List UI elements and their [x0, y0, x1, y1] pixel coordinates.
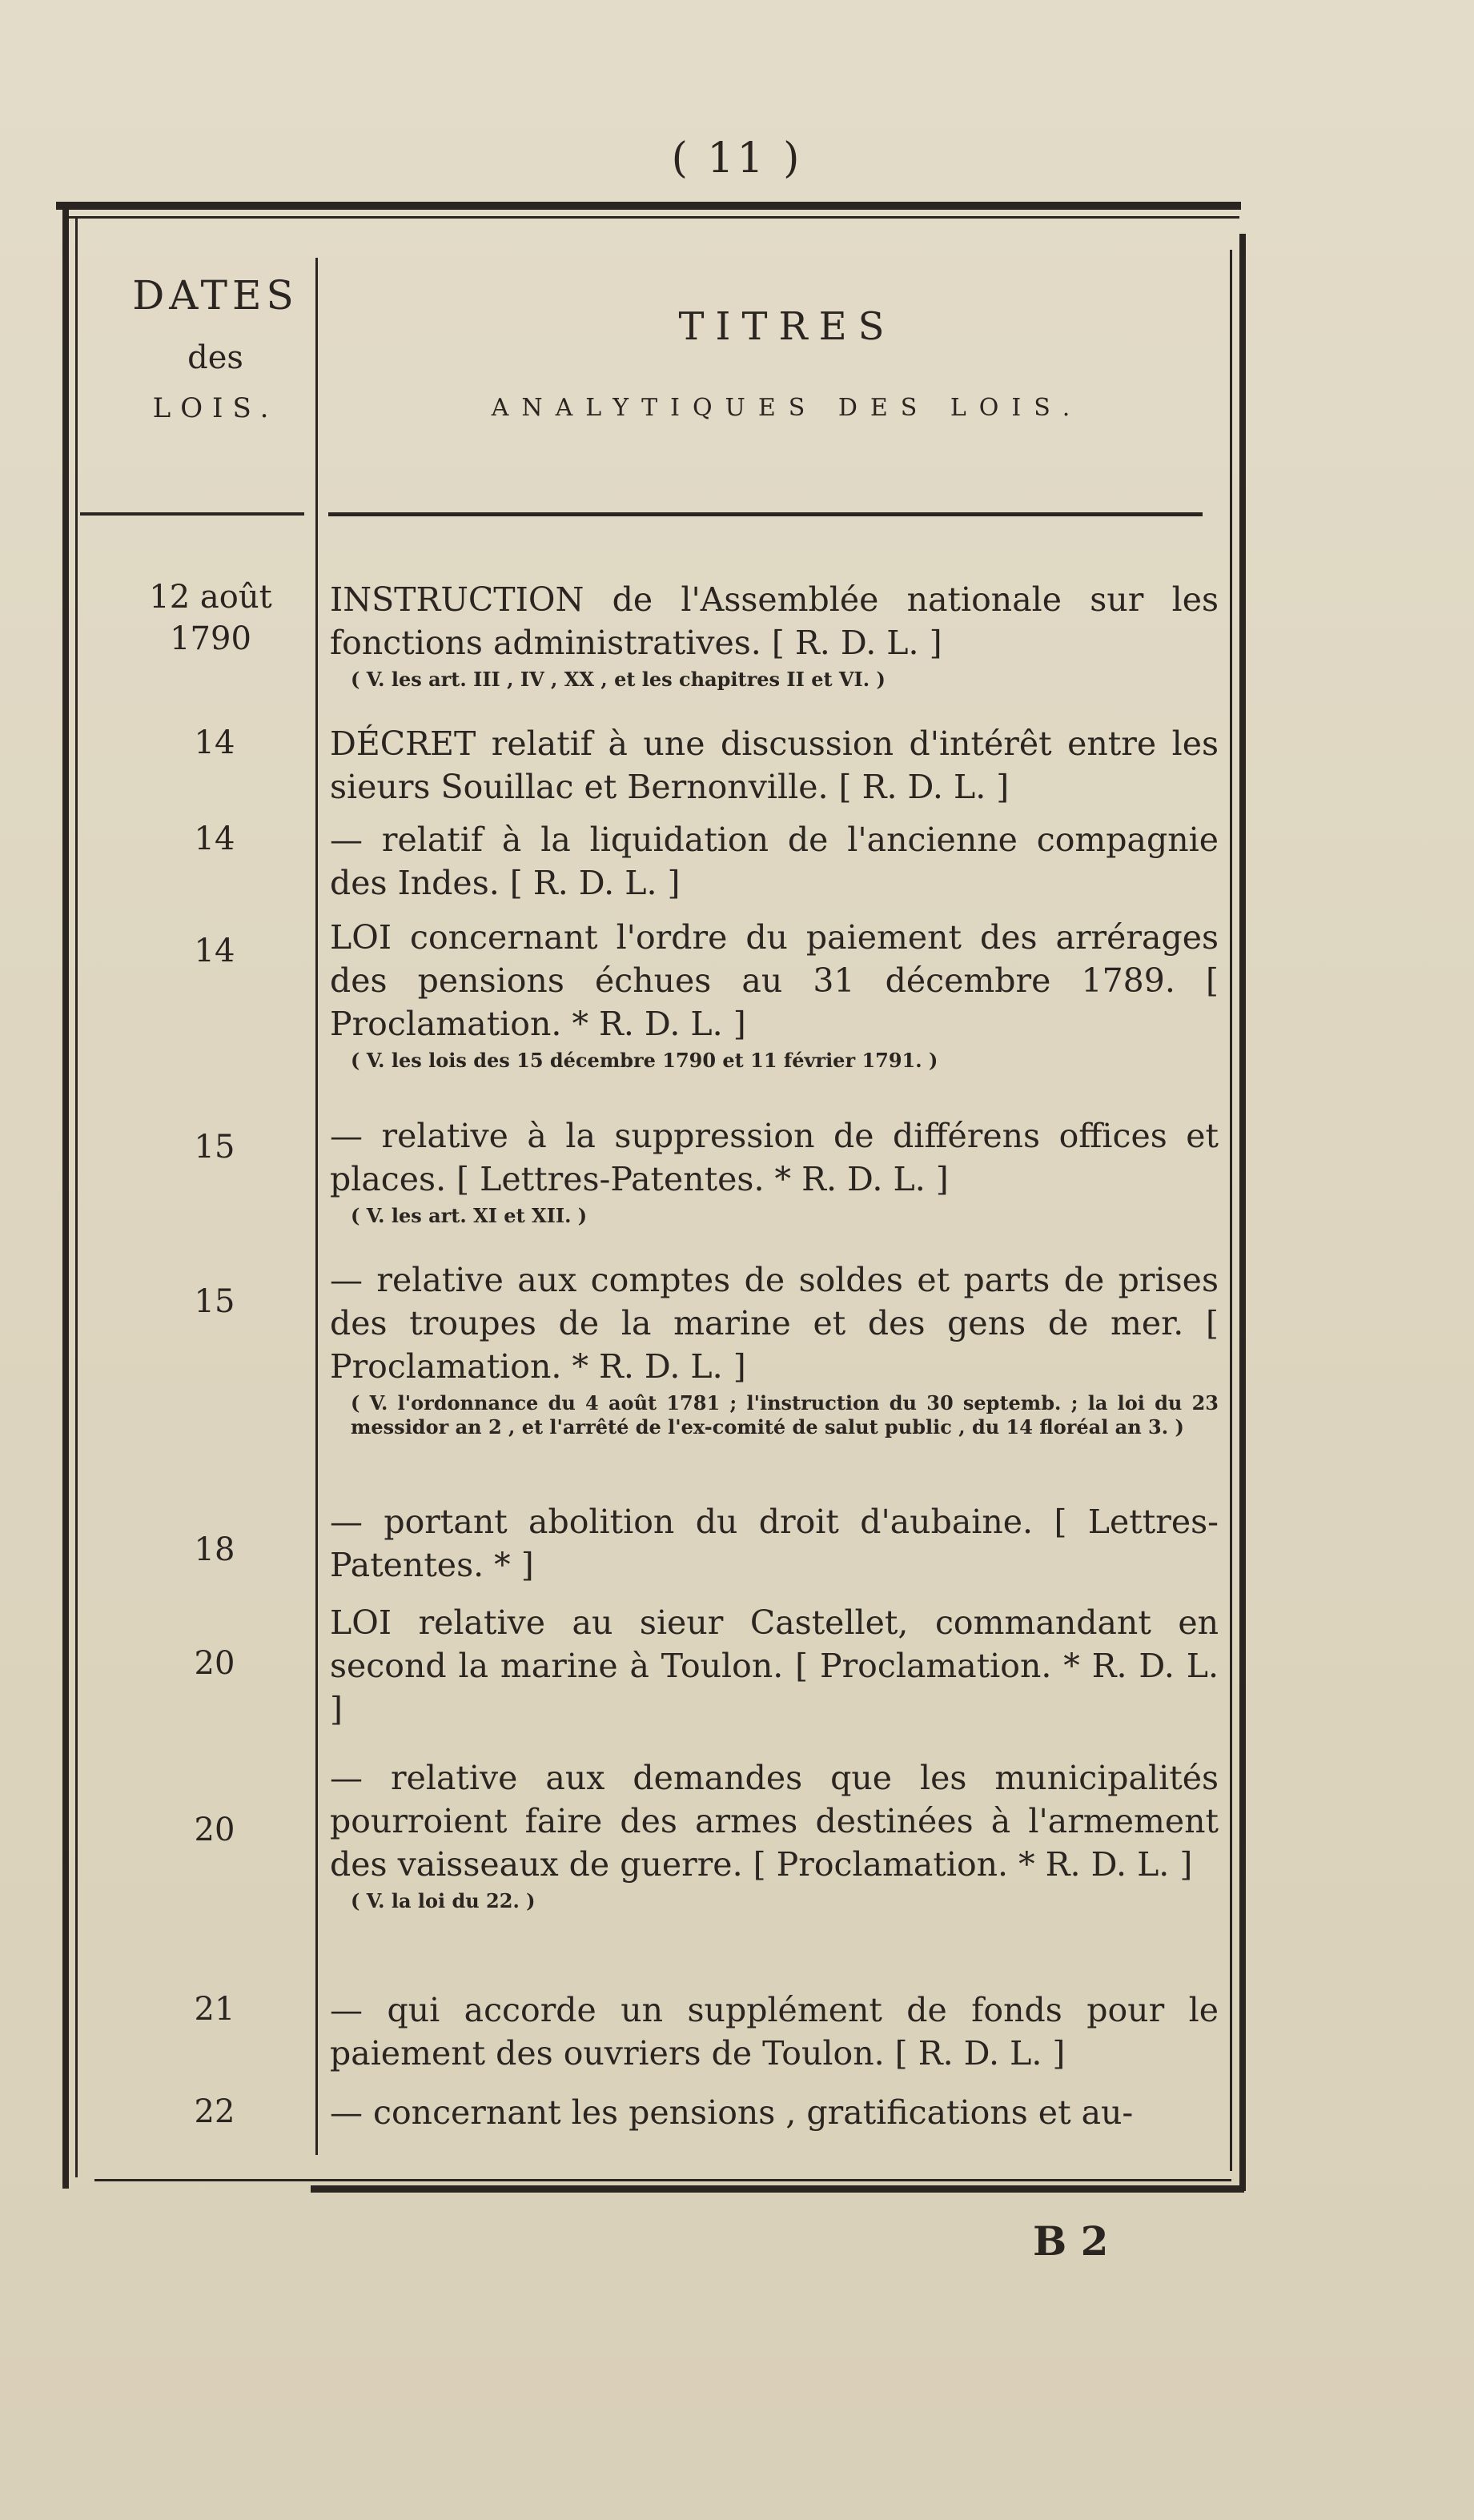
right-rule-thin: [1230, 250, 1232, 2171]
entry-note: ( V. l'ordonnance du 4 août 1781 ; l'instruction du 30 septemb. ; la loi du 23 messidor an 2 , et l'arrêté de l'ex-comité de salut public , du 14 floréal an 3. ): [351, 1391, 1219, 1439]
entry-text: INSTRUCTION de l'Assemblée nationale sur les fonctions administratives. [ R. D. L. ]: [330, 580, 1219, 662]
entry-text: — relatif à la liquidation de l'ancienne compagnie des Indes. [ R. D. L. ]: [330, 821, 1219, 902]
entry-title: [330, 2091, 1219, 2134]
entry-note: ( V. les art. III , IV , XX , et les chapitres II et VI. ): [351, 668, 886, 691]
entry-title: [330, 722, 1219, 809]
titres-column-header: [367, 304, 1207, 422]
page-number: ( 11 ): [671, 134, 803, 183]
entry-note: ( V. les art. XI et XII. ): [351, 1204, 588, 1227]
entry-title: [330, 818, 1219, 905]
entry-text: — relative aux demandes que les municipalités pourroient faire des armes destinées à l'armement des vaisseaux de guerre. [ Proclamation. * R. D. L. ]: [330, 1759, 1219, 1884]
entry-title: [330, 1601, 1219, 1731]
right-rule-thick: [1239, 234, 1246, 2191]
top-rule-thick: [56, 202, 1241, 210]
left-rule-thick: [62, 202, 69, 2189]
signature-mark: B 2: [1033, 2217, 1109, 2265]
entry-text: — portant abolition du droit d'aubaine. [ Lettres-Patentes. * ]: [330, 1503, 1219, 1584]
entry-note: ( V. les lois des 15 décembre 1790 et 11 février 1791. ): [351, 1049, 938, 1072]
entry-title: [330, 916, 1219, 1073]
entry-date: 15: [194, 1129, 235, 1166]
entry-date: 14: [194, 933, 235, 969]
entry-text: LOI relative au sieur Castellet, commandant en second la marine à Toulon. [ Proclamation. * R. D. L. ]: [330, 1603, 1219, 1728]
entry-title: [330, 1500, 1219, 1587]
entry-text: LOI concernant l'ordre du paiement des arrérages des pensions échues au 31 décembre 1789. [ Proclamation. * R. D. L. ]: [330, 918, 1219, 1043]
entry-title: [330, 1988, 1219, 2075]
dates-column-header: [107, 272, 323, 424]
titres-subtitle: ANALYTIQUES DES LOIS.: [491, 394, 1083, 422]
column-divider: [315, 258, 318, 2155]
dates-title: DATES: [132, 272, 299, 319]
entry-text: — concernant les pensions , gratifications et au-: [330, 2093, 1134, 2132]
entry-date: 20: [194, 1812, 235, 1848]
left-rule-thin: [75, 216, 78, 2177]
bottom-rule-thin: [94, 2179, 1231, 2181]
entry-date: 20: [194, 1645, 235, 1682]
entry-date: 14: [194, 724, 235, 761]
entry-title: [330, 1258, 1219, 1439]
entry-date: 15: [194, 1283, 235, 1320]
header-separator-left: [80, 512, 304, 516]
dates-des: des: [187, 339, 243, 376]
entry-date: 21: [194, 1991, 235, 2028]
entry-text: — relative aux comptes de soldes et parts de prises des troupes de la marine et des gens de mer. [ Proclamation. * R. D. L. ]: [330, 1261, 1219, 1386]
entry-note: ( V. la loi du 22. ): [351, 1889, 536, 1912]
entry-title: [330, 1114, 1219, 1228]
dates-lois: LOIS.: [152, 392, 279, 424]
header-separator-right: [328, 512, 1203, 516]
titres-title: TITRES: [678, 304, 896, 349]
entry-text: DÉCRET relatif à une discussion d'intérêt entre les sieurs Souillac et Bernonville. [ R. D. L. ]: [330, 724, 1219, 806]
entry-title: [330, 578, 1219, 692]
entry-text: — qui accorde un supplément de fonds pour le paiement des ouvriers de Toulon. [ R. D. L. ]: [330, 1991, 1219, 2073]
bottom-rule-thick: [311, 2185, 1244, 2193]
entry-date: 18: [194, 1531, 235, 1568]
entry-title: [330, 1756, 1219, 1913]
law-table: [62, 202, 1246, 2190]
entry-text: — relative à la suppression de différens offices et places. [ Lettres-Patentes. * R. D. L. ]: [330, 1117, 1219, 1198]
top-rule-thin: [62, 216, 1239, 219]
entry-date: 14: [194, 821, 235, 857]
entry-date: 12 août 1790: [149, 579, 272, 657]
entry-date: 22: [194, 2093, 235, 2130]
